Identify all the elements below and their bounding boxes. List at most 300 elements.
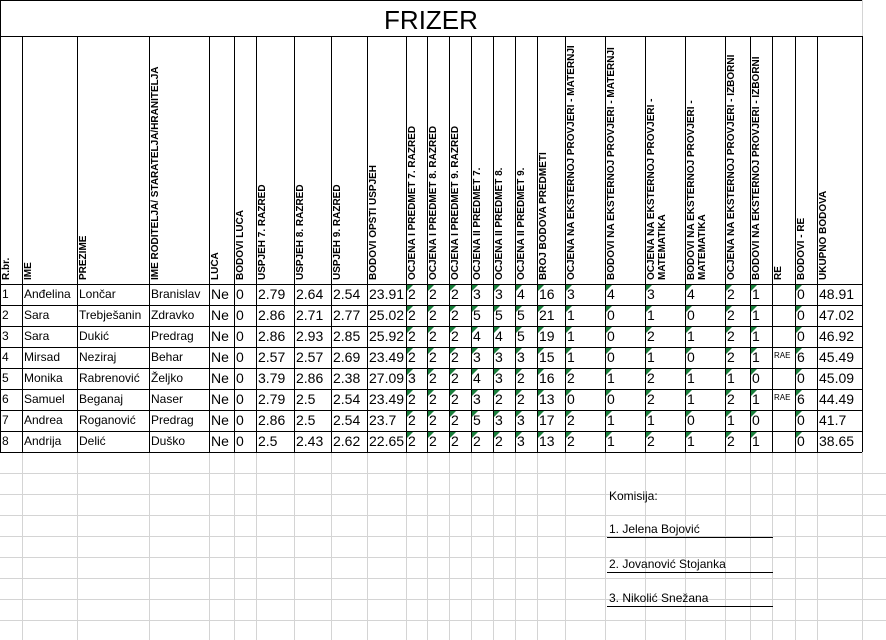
table-cell[interactable]: 0 — [236, 286, 244, 302]
table-cell[interactable]: 2 — [451, 370, 459, 386]
table-cell[interactable]: 2 — [429, 328, 437, 344]
table-cell[interactable]: 2.79 — [258, 391, 286, 407]
table-cell[interactable]: 2 — [517, 370, 525, 386]
error-indicator-icon — [646, 369, 652, 375]
table-cell[interactable]: Monika — [24, 371, 63, 385]
table-cell[interactable]: 2.93 — [296, 328, 324, 344]
table-cell[interactable]: 25.02 — [369, 307, 405, 323]
error-indicator-icon — [407, 411, 413, 417]
table-cell[interactable]: 0 — [797, 307, 805, 323]
table-cell[interactable]: 48.91 — [819, 286, 855, 302]
table-cell[interactable]: 1 — [647, 307, 655, 323]
error-indicator-icon — [646, 285, 652, 291]
error-indicator-icon — [796, 285, 802, 291]
table-cell[interactable]: 6 — [797, 391, 805, 407]
table-cell[interactable]: 45.49 — [819, 349, 855, 365]
column-header: BODOVI OPŠTI USPJEH — [368, 164, 379, 280]
table-cell[interactable]: 4 — [473, 370, 481, 386]
table-cell[interactable]: 1 — [647, 349, 655, 365]
signature-line — [607, 537, 773, 538]
error-indicator-icon — [796, 390, 802, 396]
table-cell[interactable]: 0 — [236, 328, 244, 344]
error-indicator-icon — [566, 411, 572, 417]
table-cell[interactable]: 1 — [607, 433, 615, 449]
column-header: OCJENA I PREDMET 9. RAZRED — [450, 125, 461, 280]
table-cell[interactable]: 1 — [2, 287, 9, 301]
column-header: OCJENA II PREDMET 9. — [516, 167, 527, 280]
table-cell[interactable]: 2.85 — [333, 328, 361, 344]
signature-line — [607, 572, 773, 573]
table-cell[interactable]: 3 — [473, 286, 481, 302]
error-indicator-icon — [566, 348, 572, 354]
table-cell[interactable]: 1 — [687, 328, 695, 344]
error-indicator-icon — [646, 390, 652, 396]
error-indicator-icon — [606, 411, 612, 417]
table-cell[interactable]: 2.64 — [296, 286, 324, 302]
error-indicator-icon — [606, 348, 612, 354]
error-indicator-icon — [606, 390, 612, 396]
error-indicator-icon — [472, 348, 478, 354]
table-cell[interactable]: Sara — [24, 308, 50, 322]
table-cell[interactable]: 2.77 — [333, 307, 361, 323]
error-indicator-icon — [472, 306, 478, 312]
column-header: OCJENA I PREDMET 7. RAZRED — [407, 125, 418, 280]
table-cell[interactable]: Ne — [211, 370, 229, 386]
table-cell[interactable]: 0 — [687, 307, 695, 323]
table-cell[interactable]: 13 — [539, 433, 555, 449]
error-indicator-icon — [726, 306, 732, 312]
error-indicator-icon — [407, 348, 413, 354]
table-cell[interactable]: 3 — [517, 349, 525, 365]
table-cell[interactable]: 1 — [687, 433, 695, 449]
table-cell[interactable]: 1 — [752, 286, 760, 302]
table-cell[interactable]: 27.09 — [369, 370, 405, 386]
error-indicator-icon — [538, 306, 544, 312]
error-indicator-icon — [428, 285, 434, 291]
table-cell[interactable]: 5 — [517, 328, 525, 344]
table-cell[interactable]: 1 — [567, 349, 575, 365]
table-cell[interactable]: RAE — [774, 351, 791, 360]
error-indicator-icon — [726, 369, 732, 375]
table-cell[interactable]: Sara — [24, 329, 50, 343]
table-cell[interactable]: 2.62 — [333, 433, 361, 449]
table-cell[interactable]: Trebješanin — [79, 308, 142, 322]
table-cell[interactable]: 2 — [727, 433, 735, 449]
table-cell[interactable]: 2 — [517, 391, 525, 407]
table-cell[interactable]: 5 — [473, 307, 481, 323]
table-cell[interactable]: Ne — [211, 433, 229, 449]
table-cell[interactable]: Željko — [151, 371, 184, 385]
error-indicator-icon — [538, 285, 544, 291]
error-indicator-icon — [726, 390, 732, 396]
table-cell[interactable] — [774, 431, 794, 452]
table-cell[interactable]: Behar — [151, 350, 184, 364]
table-cell[interactable]: 0 — [797, 370, 805, 386]
table-cell[interactable]: Naser — [151, 392, 184, 406]
table-cell[interactable]: 4 — [607, 286, 615, 302]
table-cell[interactable]: 0 — [607, 328, 615, 344]
error-indicator-icon — [450, 390, 456, 396]
error-indicator-icon — [516, 348, 522, 354]
table-cell[interactable]: Anđelina — [24, 287, 71, 301]
table-cell[interactable]: 6 — [797, 349, 805, 365]
table-cell[interactable]: 44.49 — [819, 391, 855, 407]
error-indicator-icon — [516, 411, 522, 417]
table-cell[interactable] — [774, 326, 794, 347]
table-cell[interactable]: 2 — [408, 349, 416, 365]
table-cell[interactable]: 0 — [236, 349, 244, 365]
table-cell[interactable]: 1 — [752, 349, 760, 365]
table-cell[interactable]: 2 — [408, 307, 416, 323]
table-cell[interactable]: Ne — [211, 307, 229, 323]
table-cell[interactable]: 2 — [429, 349, 437, 365]
table-cell[interactable]: 16 — [539, 370, 555, 386]
table-cell[interactable] — [774, 284, 794, 305]
table-cell[interactable]: 38.65 — [819, 433, 855, 449]
table-cell[interactable]: 2.86 — [258, 328, 286, 344]
table-cell[interactable]: 22.65 — [369, 433, 405, 449]
table-cell[interactable]: Neziraj — [79, 350, 117, 364]
table-cell[interactable]: 1 — [727, 412, 735, 428]
table-cell[interactable]: 2 — [451, 391, 459, 407]
error-indicator-icon — [606, 369, 612, 375]
error-indicator-icon — [407, 390, 413, 396]
table-cell[interactable]: Duško — [151, 434, 186, 448]
error-indicator-icon — [407, 285, 413, 291]
table-cell[interactable]: 2.54 — [333, 286, 361, 302]
error-indicator-icon — [751, 348, 757, 354]
table-cell[interactable]: 2.86 — [258, 412, 286, 428]
table-cell[interactable]: 3.79 — [258, 370, 286, 386]
error-indicator-icon — [450, 327, 456, 333]
error-indicator-icon — [472, 432, 478, 438]
table-cell[interactable]: 1 — [607, 412, 615, 428]
column-header: PREZIME — [78, 235, 89, 280]
table-cell[interactable]: 0 — [236, 412, 244, 428]
table-cell[interactable]: 0 — [607, 349, 615, 365]
table-cell[interactable]: 2 — [408, 328, 416, 344]
error-indicator-icon — [472, 390, 478, 396]
table-cell[interactable]: 7 — [2, 413, 9, 427]
error-indicator-icon — [796, 306, 802, 312]
table-cell[interactable]: Samuel — [24, 392, 65, 406]
table-cell[interactable]: 2 — [408, 391, 416, 407]
table-cell[interactable]: 0 — [236, 370, 244, 386]
error-indicator-icon — [538, 390, 544, 396]
table-cell[interactable]: 23.91 — [369, 286, 405, 302]
error-indicator-icon — [516, 306, 522, 312]
table-cell[interactable]: Mirsad — [24, 350, 61, 364]
table-cell[interactable]: 21 — [539, 307, 555, 323]
table-cell[interactable]: 2 — [727, 328, 735, 344]
table-cell[interactable]: 0 — [607, 307, 615, 323]
table-cell[interactable]: 2.38 — [333, 370, 361, 386]
table-cell[interactable]: 2 — [451, 286, 459, 302]
table-cell[interactable]: 0 — [236, 433, 244, 449]
komisija-label: Komisija: — [609, 489, 658, 503]
table-cell[interactable]: 8 — [2, 434, 9, 448]
error-indicator-icon — [796, 432, 802, 438]
table-cell[interactable]: 2 — [727, 286, 735, 302]
table-cell[interactable]: 3 — [647, 286, 655, 302]
table-cell[interactable]: Ne — [211, 349, 229, 365]
table-cell[interactable]: 5 — [495, 307, 503, 323]
table-cell[interactable]: 2 — [647, 433, 655, 449]
table-cell[interactable]: 0 — [797, 433, 805, 449]
column-header: USPJEH 8. RAZRED — [295, 184, 306, 280]
table-cell[interactable]: 2 — [429, 433, 437, 449]
error-indicator-icon — [686, 285, 692, 291]
table-cell[interactable]: 3 — [517, 412, 525, 428]
error-indicator-icon — [428, 411, 434, 417]
table-cell[interactable]: Ne — [211, 328, 229, 344]
error-indicator-icon — [686, 369, 692, 375]
table-cell[interactable]: 2.5 — [296, 412, 316, 428]
error-indicator-icon — [450, 348, 456, 354]
table-cell[interactable]: 41.7 — [819, 412, 847, 428]
table-cell[interactable]: 0 — [752, 412, 760, 428]
table-cell[interactable]: 2.5 — [296, 391, 316, 407]
error-indicator-icon — [751, 285, 757, 291]
error-indicator-icon — [428, 327, 434, 333]
table-cell[interactable]: 2 — [727, 307, 735, 323]
table-cell[interactable]: 5 — [473, 412, 481, 428]
table-cell[interactable]: 2 — [451, 433, 459, 449]
table-cell[interactable]: 2 — [408, 412, 416, 428]
table-cell[interactable]: 1 — [752, 433, 760, 449]
table-cell[interactable]: Ne — [211, 286, 229, 302]
table-cell[interactable]: 5 — [517, 307, 525, 323]
table-cell[interactable]: 16 — [539, 286, 555, 302]
error-indicator-icon — [646, 432, 652, 438]
column-header: BODOVI NA EKSTERNOJ PROVJERI - IZBORNI — [751, 56, 762, 280]
table-cell[interactable]: 2 — [451, 328, 459, 344]
table-cell[interactable]: 4 — [473, 328, 481, 344]
error-indicator-icon — [686, 348, 692, 354]
table-cell[interactable]: 3 — [495, 349, 503, 365]
table-cell[interactable]: 4 — [495, 328, 503, 344]
table-cell[interactable]: 3 — [517, 433, 525, 449]
error-indicator-icon — [516, 327, 522, 333]
error-indicator-icon — [646, 411, 652, 417]
table-cell[interactable]: Delić — [79, 434, 106, 448]
table-cell[interactable]: 2 — [647, 391, 655, 407]
error-indicator-icon — [450, 285, 456, 291]
error-indicator-icon — [494, 390, 500, 396]
table-cell[interactable]: 2 — [429, 286, 437, 302]
error-indicator-icon — [428, 369, 434, 375]
table-cell[interactable]: 2 — [495, 391, 503, 407]
table-cell[interactable]: 45.09 — [819, 370, 855, 386]
table-cell[interactable]: 1 — [567, 328, 575, 344]
komisija-member: 3. Nikolić Snežana — [609, 591, 709, 605]
error-indicator-icon — [516, 390, 522, 396]
table-cell[interactable]: Ne — [211, 391, 229, 407]
table-cell[interactable]: 3 — [567, 286, 575, 302]
error-indicator-icon — [538, 432, 544, 438]
table-cell[interactable]: 2.71 — [296, 307, 324, 323]
column-header: R.br. — [1, 257, 12, 280]
error-indicator-icon — [566, 369, 572, 375]
table-cell[interactable]: 2 — [647, 328, 655, 344]
error-indicator-icon — [516, 285, 522, 291]
table-cell[interactable]: 2.54 — [333, 391, 361, 407]
table-cell[interactable]: Beganaj — [79, 392, 124, 406]
table-cell[interactable]: RAE — [774, 393, 791, 402]
table-cell[interactable]: 3 — [495, 370, 503, 386]
table-cell[interactable]: 17 — [539, 412, 555, 428]
column-header: RE — [773, 266, 784, 280]
table-cell[interactable]: 2 — [451, 349, 459, 365]
table-cell[interactable]: 2 — [451, 307, 459, 323]
table-cell[interactable]: 2 — [451, 412, 459, 428]
table-cell[interactable]: 6 — [2, 392, 9, 406]
table-cell[interactable]: 2 — [429, 370, 437, 386]
table-cell[interactable]: 0 — [236, 391, 244, 407]
table-cell[interactable]: 47.02 — [819, 307, 855, 323]
error-indicator-icon — [450, 432, 456, 438]
table-cell[interactable]: 3 — [495, 286, 503, 302]
column-header: IME — [23, 262, 34, 280]
table-cell[interactable]: 0 — [236, 307, 244, 323]
table-cell[interactable]: 19 — [539, 328, 555, 344]
table-cell[interactable]: 0 — [752, 370, 760, 386]
column-header: LUČA — [210, 252, 221, 280]
table-cell[interactable]: 3 — [2, 329, 9, 343]
table-cell[interactable]: 0 — [797, 328, 805, 344]
table-cell[interactable]: 2 — [473, 433, 481, 449]
table-cell[interactable]: 2.57 — [296, 349, 324, 365]
error-indicator-icon — [751, 411, 757, 417]
table-cell[interactable]: Ne — [211, 412, 229, 428]
table-cell[interactable]: 2.5 — [258, 433, 278, 449]
table-cell[interactable]: Zdravko — [151, 308, 195, 322]
table-cell[interactable]: 2 — [727, 391, 735, 407]
komisija-member: 2. Jovanović Stojanka — [609, 557, 726, 571]
table-cell[interactable]: 1 — [752, 307, 760, 323]
table-cell[interactable]: 4 — [2, 350, 9, 364]
table-cell[interactable]: 0 — [687, 412, 695, 428]
error-indicator-icon — [686, 306, 692, 312]
error-indicator-icon — [407, 369, 413, 375]
table-cell[interactable]: 3 — [473, 391, 481, 407]
column-header: BODOVI NA EKSTERNOJ PROVJERI - MATERNJI — [606, 47, 617, 280]
table-cell[interactable]: 4 — [687, 286, 695, 302]
table-cell[interactable]: Lončar — [79, 287, 116, 301]
table-cell[interactable]: 0 — [567, 391, 575, 407]
table-cell[interactable]: Andrija — [24, 434, 62, 448]
table-cell[interactable]: Rabrenović — [79, 371, 140, 385]
error-indicator-icon — [428, 348, 434, 354]
table-cell[interactable]: 3 — [408, 370, 416, 386]
table-cell[interactable]: 2 — [647, 370, 655, 386]
table-cell[interactable]: 1 — [752, 328, 760, 344]
table-cell[interactable]: 2.86 — [296, 370, 324, 386]
table-cell[interactable]: 23.49 — [369, 349, 405, 365]
sheet-title: FRIZER — [384, 5, 478, 35]
table-cell[interactable]: 3 — [495, 412, 503, 428]
error-indicator-icon — [494, 432, 500, 438]
error-indicator-icon — [428, 306, 434, 312]
table-cell[interactable]: 3 — [473, 349, 481, 365]
error-indicator-icon — [646, 348, 652, 354]
table-cell[interactable]: Predrag — [151, 413, 194, 427]
table-cell[interactable]: 1 — [752, 391, 760, 407]
table-cell[interactable]: 25.92 — [369, 328, 405, 344]
table-cell[interactable]: 2.69 — [333, 349, 361, 365]
table-cell[interactable]: Roganović — [79, 413, 136, 427]
column-header: USPJEH 7. RAZRED — [257, 184, 268, 280]
column-header: OCJENA NA EKSTERNOJ PROVJERI - MATERNJI — [566, 45, 577, 280]
error-indicator-icon — [726, 327, 732, 333]
table-cell[interactable] — [774, 410, 794, 431]
table-cell[interactable]: 23.49 — [369, 391, 405, 407]
table-cell[interactable]: 1 — [647, 412, 655, 428]
error-indicator-icon — [450, 369, 456, 375]
table-cell[interactable]: 2 — [567, 433, 575, 449]
table-cell[interactable]: 2 — [408, 286, 416, 302]
table-cell[interactable]: 2.54 — [333, 412, 361, 428]
table-cell[interactable]: Andrea — [24, 413, 63, 427]
table-cell[interactable]: 1 — [687, 370, 695, 386]
error-indicator-icon — [428, 390, 434, 396]
table-cell[interactable]: 4 — [517, 286, 525, 302]
table-cell[interactable]: 2.79 — [258, 286, 286, 302]
table-cell[interactable]: 2 — [2, 308, 9, 322]
table-cell[interactable]: 0 — [607, 391, 615, 407]
table-cell[interactable]: 2 — [567, 412, 575, 428]
table-cell[interactable]: 2 — [429, 412, 437, 428]
table-cell[interactable]: 2.43 — [296, 433, 324, 449]
error-indicator-icon — [751, 432, 757, 438]
table-cell[interactable]: 2 — [495, 433, 503, 449]
table-cell[interactable]: 5 — [2, 371, 9, 385]
table-cell[interactable]: 15 — [539, 349, 555, 365]
table-cell[interactable]: 23.7 — [369, 412, 397, 428]
table-cell[interactable]: 2 — [429, 307, 437, 323]
error-indicator-icon — [796, 369, 802, 375]
table-cell[interactable]: 2.86 — [258, 307, 286, 323]
error-indicator-icon — [726, 285, 732, 291]
error-indicator-icon — [646, 327, 652, 333]
table-cell[interactable]: 46.92 — [819, 328, 855, 344]
table-cell[interactable]: 13 — [539, 391, 555, 407]
column-header: BODOVI LUČA — [235, 210, 246, 280]
table-cell[interactable]: 2 — [429, 391, 437, 407]
table-cell[interactable]: 2 — [408, 433, 416, 449]
error-indicator-icon — [538, 411, 544, 417]
table-cell[interactable]: 1 — [607, 370, 615, 386]
table-cell[interactable]: 1 — [687, 391, 695, 407]
error-indicator-icon — [796, 411, 802, 417]
error-indicator-icon — [606, 432, 612, 438]
table-cell[interactable] — [774, 368, 794, 389]
table-cell[interactable]: 1 — [727, 370, 735, 386]
table-cell[interactable]: 2 — [567, 370, 575, 386]
table-cell[interactable]: 2 — [727, 349, 735, 365]
table-cell[interactable]: 0 — [687, 349, 695, 365]
table-cell[interactable]: 0 — [797, 286, 805, 302]
table-cell[interactable]: Predrag — [151, 329, 194, 343]
table-cell[interactable]: 2.57 — [258, 349, 286, 365]
table-cell[interactable]: 1 — [567, 307, 575, 323]
table-cell[interactable] — [774, 305, 794, 326]
table-cell[interactable]: Branislav — [151, 287, 201, 301]
error-indicator-icon — [494, 285, 500, 291]
error-indicator-icon — [538, 327, 544, 333]
table-cell[interactable]: Dukić — [79, 329, 110, 343]
table-cell[interactable]: 0 — [797, 412, 805, 428]
